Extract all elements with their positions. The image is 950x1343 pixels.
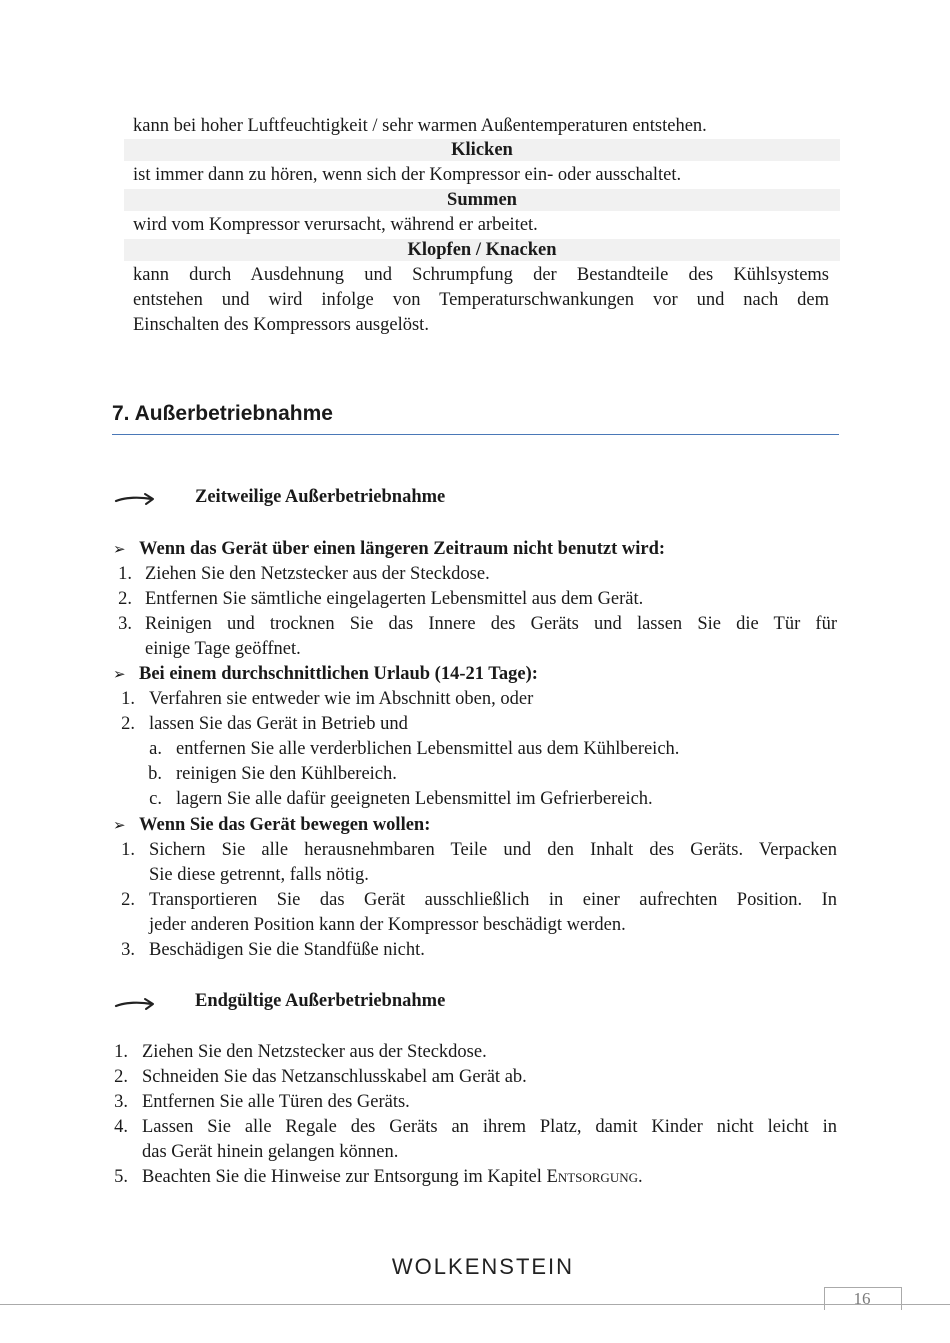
- bullet-not-used: ➢ Wenn das Gerät über einen längeren Zeitraum nicht benutzt wird:: [113, 537, 839, 562]
- triangle-bullet-icon: ➢: [113, 540, 126, 558]
- step-number: 1.: [121, 840, 135, 860]
- step-number: 5.: [114, 1167, 128, 1187]
- step-text: Ziehen Sie den Netzstecker aus der Steckdose.: [142, 1042, 487, 1062]
- noise-intro-tail: kann bei hoher Luftfeuchtigkeit / sehr warmen Außentemperaturen entstehen.: [133, 116, 707, 136]
- step-text: lassen Sie das Gerät in Betrieb und: [149, 714, 408, 734]
- step-text: Sie diese getrennt, falls nötig.: [149, 865, 369, 885]
- bullet-vacation: ➢ Bei einem durchschnittlichen Urlaub (14-21 Tage):: [113, 662, 839, 687]
- triangle-bullet-icon: ➢: [113, 816, 126, 834]
- heading-underline: [112, 434, 839, 435]
- curved-arrow-icon: [114, 996, 156, 1012]
- step-text: Entfernen Sie sämtliche eingelagerten Lebensmittel aus dem Gerät.: [145, 589, 644, 609]
- bullet-moving: ➢ Wenn Sie das Gerät bewegen wollen:: [113, 813, 839, 838]
- chapter-reference: Entsorgung: [546, 1167, 638, 1187]
- step-number: 1.: [114, 1042, 128, 1062]
- substep-letter: a.: [149, 739, 162, 759]
- page-number: 16: [853, 1289, 871, 1308]
- substep-text: lagern Sie alle dafür geeigneten Lebensmittel im Gefrierbereich.: [176, 789, 653, 809]
- step-number: 4.: [114, 1117, 128, 1137]
- step-text: Reinigen und trocknen Sie das Innere des Geräts und lassen Sie die Tür für: [145, 614, 837, 634]
- noise-title-klopfen: Klopfen / Knacken: [407, 240, 557, 260]
- curved-arrow-icon: [114, 491, 156, 507]
- substep-letter: c.: [149, 789, 162, 809]
- step-text: Ziehen Sie den Netzstecker aus der Steckdose.: [145, 564, 490, 584]
- section-heading: 7. Außerbetriebnahme: [112, 402, 333, 425]
- step-text: Beschädigen Sie die Standfüße nicht.: [149, 940, 425, 960]
- step-text: einige Tage geöffnet.: [145, 639, 301, 659]
- wolkenstein-logo: [390, 1252, 576, 1280]
- step-number: 2.: [114, 1067, 128, 1087]
- svg-text:WOLKENSTEIN: WOLKENSTEIN: [391, 1254, 575, 1279]
- step-number: 3.: [121, 940, 135, 960]
- substep-text: reinigen Sie den Kühlbereich.: [176, 764, 397, 784]
- step-text: Schneiden Sie das Netzanschlusskabel am Gerät ab.: [142, 1067, 527, 1087]
- noise-text-klicken: ist immer dann zu hören, wenn sich der Kompressor ein- oder ausschaltet.: [133, 165, 682, 185]
- noise-text-klopfen-line-1: kann durch Ausdehnung und Schrumpfung der Bestandteile des Kühlsystems: [133, 265, 829, 285]
- step-number: 1.: [121, 689, 135, 709]
- step-text: Sichern Sie alle herausnehmbaren Teile und den Inhalt des Geräts. Verpacken: [149, 840, 837, 860]
- step-number: 1.: [118, 564, 132, 584]
- noise-title-summen: Summen: [447, 190, 517, 210]
- noise-text-summen: wird vom Kompressor verursacht, während er arbeitet.: [133, 215, 538, 235]
- step-text: Verfahren sie entweder wie im Abschnitt oben, oder: [149, 689, 534, 709]
- triangle-bullet-icon: ➢: [113, 665, 126, 683]
- noise-text-klopfen-line-3: Einschalten des Kompressors ausgelöst.: [133, 315, 429, 335]
- step-text: Lassen Sie alle Regale des Geräts an ihrem Platz, damit Kinder nicht leicht in: [142, 1117, 837, 1137]
- step-number: 3.: [118, 614, 132, 634]
- step-text: jeder anderen Position kann der Kompressor beschädigt werden.: [149, 915, 626, 935]
- substep-text: entfernen Sie alle verderblichen Lebensmittel aus dem Kühlbereich.: [176, 739, 680, 759]
- step-number: 2.: [118, 589, 132, 609]
- subsection-title-final: Endgültige Außerbetriebnahme: [195, 991, 446, 1011]
- step-number: 2.: [121, 714, 135, 734]
- footer-rule: [0, 1304, 950, 1305]
- step-text: Transportieren Sie das Gerät ausschließlich in einer aufrechten Position. In: [149, 890, 837, 910]
- subsection-title-temporary: Zeitweilige Außerbetriebnahme: [195, 487, 446, 507]
- step-text: das Gerät hinein gelangen können.: [142, 1142, 399, 1162]
- step-text: Entfernen Sie alle Türen des Geräts.: [142, 1092, 410, 1112]
- step-text: Beachten Sie die Hinweise zur Entsorgung im Kapitel Entsorgung.: [142, 1167, 643, 1187]
- step-number: 2.: [121, 890, 135, 910]
- noise-title-klicken: Klicken: [451, 140, 513, 160]
- substep-letter: b.: [148, 764, 162, 784]
- step-number: 3.: [114, 1092, 128, 1112]
- noise-text-klopfen-line-2: entstehen und wird infolge von Temperaturschwankungen vor und nach dem: [133, 290, 829, 310]
